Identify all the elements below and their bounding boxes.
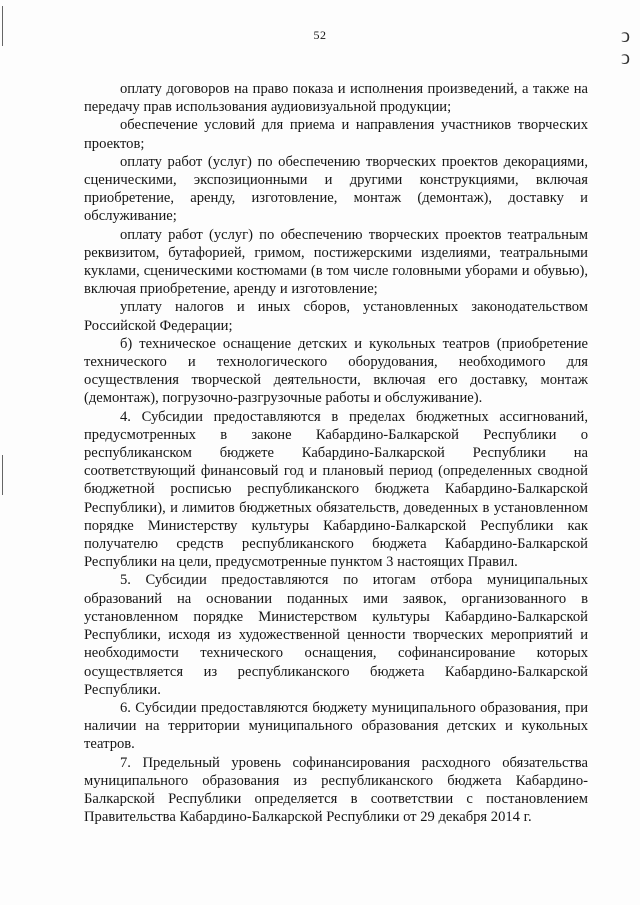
paragraph-props: оплату работ (услуг) по обеспечению творческих проектов театральным реквизитом, бутафорией, гримом, постижерскими изделиями, театральными куклами, сценическими костюмами (в том числе головными уборами и обувью), включая приобретение, аренду и изготовление; xyxy=(84,226,588,298)
body-text xyxy=(84,80,588,826)
corner-mark: ͻ xyxy=(621,47,630,69)
paragraph-7-cofinancing: 7. Предельный уровень софинансирования расходного обязательства муниципального образования из республиканского бюджета Кабардино-Балкарской Республики определяется в соответствии с постановлением Правительства Кабардино-Балкарской Республики от 29 декабря 2014 г. xyxy=(84,754,588,826)
paragraph-technical-equipment: б) техническое оснащение детских и кукольных театров (приобретение технического и технологического оборудования, необходимого для осуществления творческой деятельности, включая его доставку, монтаж (демонтаж), погрузочно-разгрузочные работы и обслуживание). xyxy=(84,335,588,407)
paragraph-6-theatres: 6. Субсидии предоставляются бюджету муниципального образования, при наличии на территории муниципального образования детских и кукольных театров. xyxy=(84,699,588,753)
paragraph-participants: обеспечение условий для приема и направления участников творческих проектов; xyxy=(84,117,588,152)
scan-edge-middle xyxy=(2,455,3,495)
paragraph-decorations: оплату работ (услуг) по обеспечению творческих проектов декорациями, сценическими, экспозиционными и другими конструкциями, включая приобретение, аренду, изготовление, монтаж (демонтаж), доставку и обслуживание; xyxy=(84,153,588,225)
paragraph-5-selection: 5. Субсидии предоставляются по итогам отбора муниципальных образований на основании поданных ими заявок, организованного в установленном порядке Министерством культуры Кабардино-Балкарской Республики, исходя из художественной ценности творческих мероприятий и необходимости технического оснащения, софинансирование которых осуществляется из республиканского бюджета Кабардино-Балкарской Республики. xyxy=(84,572,588,698)
corner-mark: ͻ xyxy=(621,25,630,47)
paragraph-4-budget-allocations: 4. Субсидии предоставляются в пределах бюджетных ассигнований, предусмотренных в законе Кабардино-Балкарской Республики о республиканском бюджете Кабардино-Балкарской Республики на соответствующий финансовый год и плановый период (определенных сводной бюджетной росписью республиканского бюджета Кабардино-Балкарской Республики), и лимитов бюджетных обязательств, доведенных в установленном порядке Министерству культуры Кабардино-Балкарской Республики как получателю средств республиканского бюджета Кабардино-Балкарской Республики на цели, предусмотренные пунктом 3 настоящих Правил. xyxy=(84,408,588,571)
page-number: 52 xyxy=(313,28,327,42)
paragraph-taxes: уплату налогов и иных сборов, установленных законодательством Российской Федерации; xyxy=(84,299,588,334)
paragraph-contracts: оплату договоров на право показа и исполнения произведений, а также на передачу прав использования аудиовизуальной продукции; xyxy=(84,81,588,116)
